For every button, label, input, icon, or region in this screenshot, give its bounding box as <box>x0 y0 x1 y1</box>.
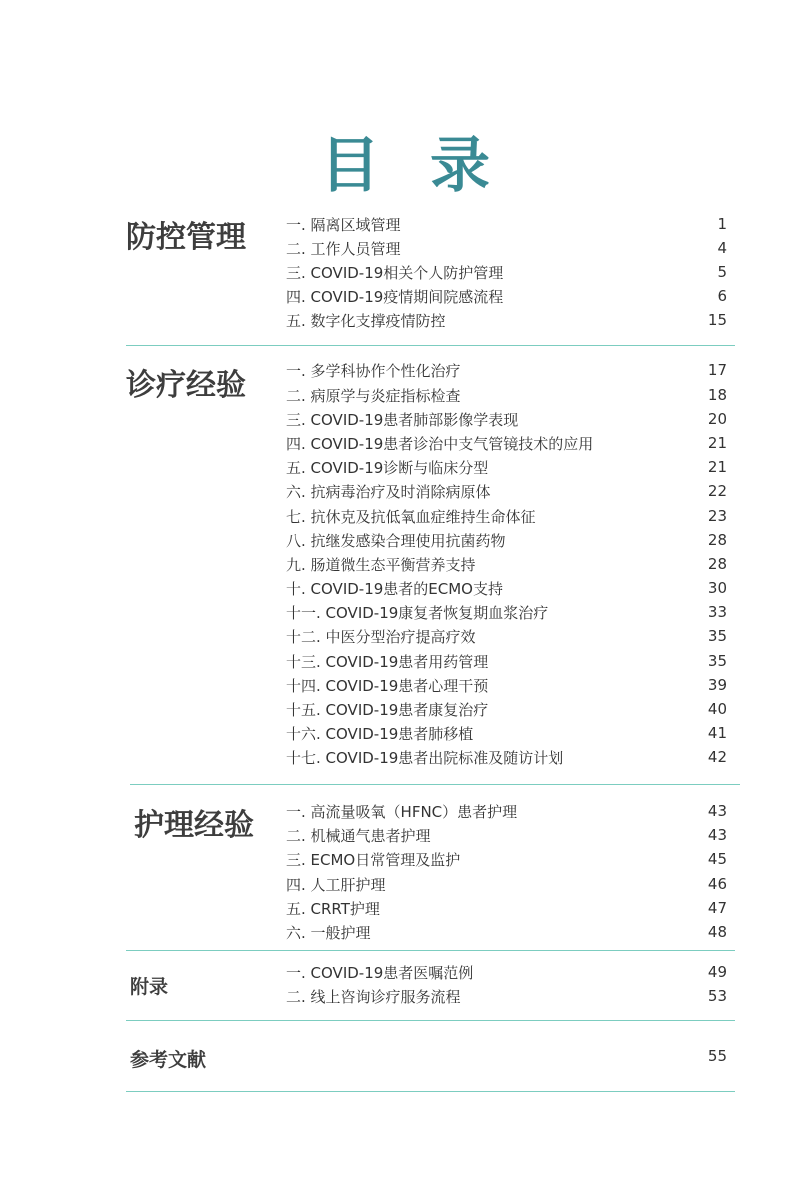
toc-entry-references[interactable] <box>286 1044 727 1068</box>
toc-entry-label: 十二. 中医分型治疗提高疗效 <box>286 627 476 646</box>
toc-entry[interactable] <box>286 308 727 332</box>
toc-entry-label: 十. COVID-19患者的ECMO支持 <box>286 579 503 598</box>
toc-entry[interactable] <box>286 984 727 1008</box>
section-heading-appendix: 附录 <box>130 976 169 998</box>
toc-entry-label: 六. 一般护理 <box>286 923 371 942</box>
toc-entry[interactable] <box>286 823 727 847</box>
toc-entry-label: 十三. COVID-19患者用药管理 <box>286 652 489 671</box>
toc-entry[interactable] <box>286 847 727 871</box>
toc-entry[interactable] <box>286 383 727 407</box>
section-divider <box>126 1020 735 1021</box>
toc-entry[interactable] <box>286 673 727 697</box>
toc-entry[interactable] <box>286 260 727 284</box>
toc-entry-page: 46 <box>707 875 727 893</box>
toc-entry[interactable] <box>286 236 727 260</box>
toc-entry[interactable] <box>286 600 727 624</box>
toc-entry-page: 4 <box>717 239 727 257</box>
toc-entry[interactable] <box>286 721 727 745</box>
page-title <box>0 118 812 204</box>
toc-entry-page: 42 <box>707 748 727 766</box>
toc-entry-label: 一. 多学科协作个性化治疗 <box>286 361 461 380</box>
toc-entry-page: 43 <box>707 826 727 844</box>
toc-entry-label: 四. COVID-19疫情期间院感流程 <box>286 287 504 306</box>
toc-entry-label: 三. ECMO日常管理及监护 <box>286 850 461 869</box>
section-divider <box>126 345 735 346</box>
toc-entry[interactable] <box>286 358 727 382</box>
toc-entry[interactable] <box>286 431 727 455</box>
toc-entry[interactable] <box>286 552 727 576</box>
toc-entry-page: 35 <box>707 627 727 645</box>
title-char-2: 录 <box>430 131 492 201</box>
toc-entry-page: 6 <box>717 287 727 305</box>
toc-entry-label: 一. 隔离区域管理 <box>286 215 401 234</box>
toc-entry-label: 十一. COVID-19康复者恢复期血浆治疗 <box>286 603 549 622</box>
toc-entry-label: 十五. COVID-19患者康复治疗 <box>286 700 489 719</box>
toc-entry-page: 35 <box>707 652 727 670</box>
toc-entry-label: 一. COVID-19患者医嘱范例 <box>286 963 474 982</box>
toc-entry-label: 二. 机械通气患者护理 <box>286 826 431 845</box>
toc-entry[interactable] <box>286 479 727 503</box>
toc-entry-page: 23 <box>707 507 727 525</box>
toc-entry[interactable] <box>286 624 727 648</box>
toc-entry-label: 二. 线上咨询诊疗服务流程 <box>286 987 461 1006</box>
toc-entry-label: 十四. COVID-19患者心理干预 <box>286 676 489 695</box>
toc-entry-label: 六. 抗病毒治疗及时消除病原体 <box>286 482 491 501</box>
toc-entry-page: 28 <box>707 555 727 573</box>
toc-entry-label: 五. 数字化支撑疫情防控 <box>286 311 446 330</box>
toc-entry-label: 一. 高流量吸氧（HFNC）患者护理 <box>286 802 518 821</box>
toc-entry-label: 十六. COVID-19患者肺移植 <box>286 724 474 743</box>
section-divider <box>126 1091 735 1092</box>
toc-entry-label: 五. CRRT护理 <box>286 899 380 918</box>
toc-entry[interactable] <box>286 455 727 479</box>
toc-entry-label: 四. COVID-19患者诊治中支气管镜技术的应用 <box>286 434 594 453</box>
toc-entry-page: 41 <box>707 724 727 742</box>
toc-entry[interactable] <box>286 649 727 673</box>
toc-entry-page: 47 <box>707 899 727 917</box>
toc-entry[interactable] <box>286 284 727 308</box>
toc-entry[interactable] <box>286 407 727 431</box>
toc-entry-page: 30 <box>707 579 727 597</box>
toc-entry-page: 55 <box>707 1047 727 1065</box>
toc-entry[interactable] <box>286 920 727 944</box>
toc-entry[interactable] <box>286 576 727 600</box>
toc-entry[interactable] <box>286 872 727 896</box>
toc-entry-label: 七. 抗休克及抗低氧血症维持生命体征 <box>286 507 536 526</box>
toc-entry[interactable] <box>286 960 727 984</box>
section-heading-treatment: 诊疗经验 <box>126 368 246 403</box>
toc-entry-page: 45 <box>707 850 727 868</box>
toc-entry[interactable] <box>286 745 727 769</box>
toc-entry-page: 28 <box>707 531 727 549</box>
section-divider <box>126 950 735 951</box>
toc-entry-label: 二. 工作人员管理 <box>286 239 401 258</box>
toc-entry-page: 48 <box>707 923 727 941</box>
toc-entry-page: 5 <box>717 263 727 281</box>
toc-entry-page: 18 <box>707 386 727 404</box>
toc-entry-page: 20 <box>707 410 727 428</box>
toc-entry[interactable] <box>286 212 727 236</box>
toc-entry-page: 17 <box>707 361 727 379</box>
toc-entry-page: 53 <box>707 987 727 1005</box>
toc-entry-label: 四. 人工肝护理 <box>286 875 386 894</box>
toc-entry[interactable] <box>286 896 727 920</box>
toc-entry-page: 15 <box>707 311 727 329</box>
toc-entry-page: 33 <box>707 603 727 621</box>
section-heading-prevention: 防控管理 <box>126 220 246 255</box>
toc-entry[interactable] <box>286 799 727 823</box>
toc-entry-page: 22 <box>707 482 727 500</box>
toc-entry-page: 40 <box>707 700 727 718</box>
toc-entry-label: 五. COVID-19诊断与临床分型 <box>286 458 489 477</box>
toc-entry-label: 三. COVID-19患者肺部影像学表现 <box>286 410 519 429</box>
section-heading-references: 参考文献 <box>130 1049 207 1071</box>
toc-entry-label: 十七. COVID-19患者出院标准及随访计划 <box>286 748 564 767</box>
title-char-1: 目 <box>320 131 382 201</box>
toc-entry-page: 49 <box>707 963 727 981</box>
toc-entry-page: 39 <box>707 676 727 694</box>
toc-entry-label: 二. 病原学与炎症指标检查 <box>286 386 461 405</box>
toc-entry[interactable] <box>286 528 727 552</box>
toc-entry-page: 21 <box>707 434 727 452</box>
toc-entry-page: 43 <box>707 802 727 820</box>
toc-entry[interactable] <box>286 697 727 721</box>
toc-entry-page: 1 <box>717 215 727 233</box>
toc-entry-page: 21 <box>707 458 727 476</box>
toc-entry-label: 九. 肠道微生态平衡营养支持 <box>286 555 476 574</box>
toc-entry-label: 八. 抗继发感染合理使用抗菌药物 <box>286 531 506 550</box>
toc-entry-label: 三. COVID-19相关个人防护管理 <box>286 263 504 282</box>
toc-entry[interactable] <box>286 504 727 528</box>
section-heading-nursing: 护理经验 <box>134 808 254 843</box>
section-divider <box>130 784 740 785</box>
